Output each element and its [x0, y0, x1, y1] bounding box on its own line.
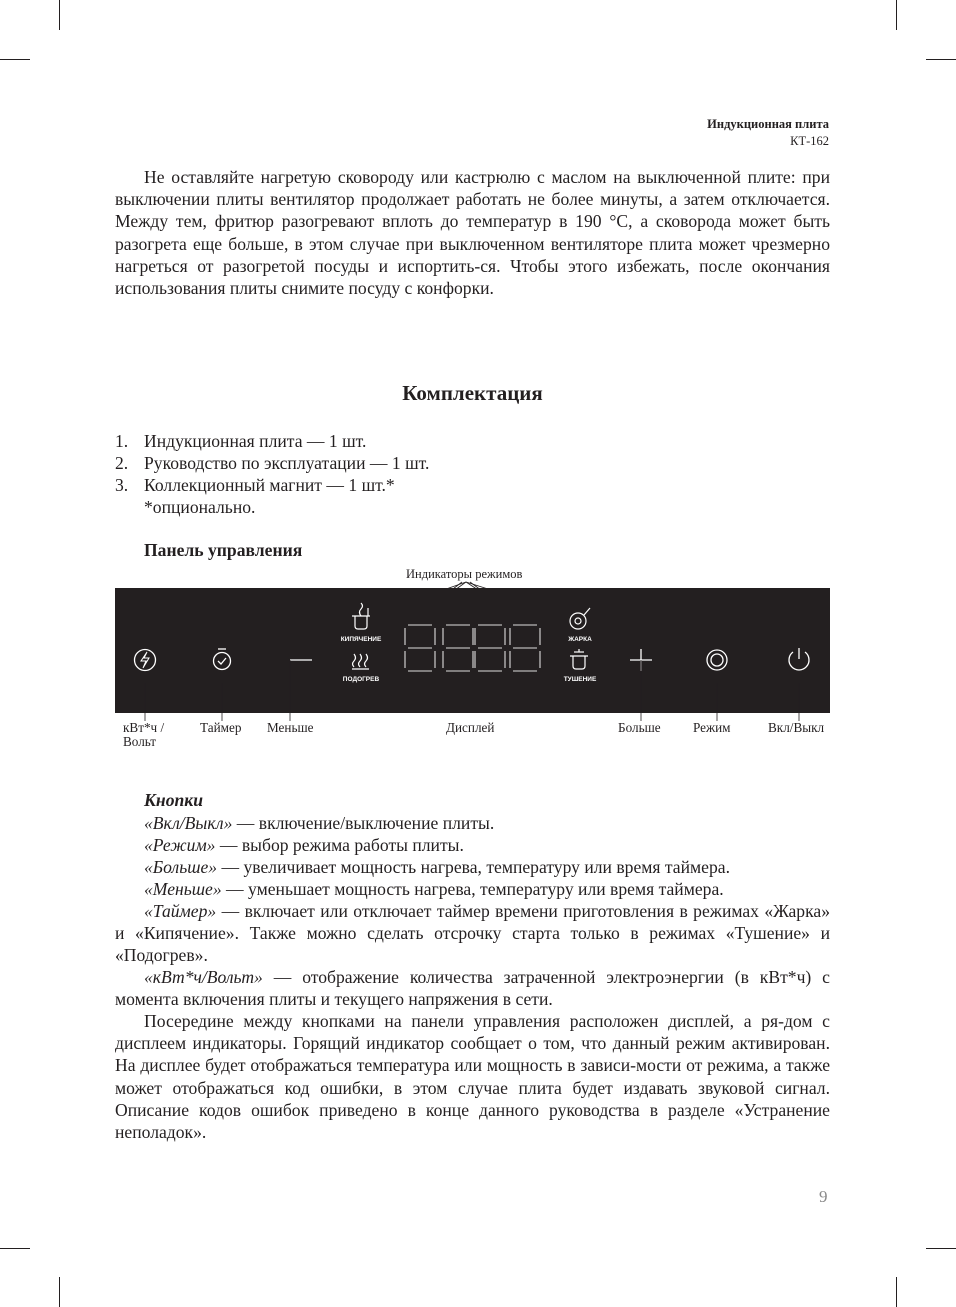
label-more: Больше [618, 720, 661, 735]
crop-mark [896, 1277, 897, 1307]
mode-button-icon [707, 650, 727, 670]
crop-mark [926, 59, 956, 60]
kwh-volt-button-icon [135, 650, 156, 671]
mode-label-boil: КИПЯЧЕНИЕ [340, 636, 382, 643]
running-header [707, 116, 829, 150]
label-mode: Режим [693, 720, 731, 735]
mode-label-stew: ТУШЕНИЕ [563, 676, 597, 683]
seven-segment-display [405, 625, 540, 671]
header-model: КТ-162 [790, 134, 829, 148]
panel-title: Панель управления [144, 540, 303, 560]
page-number: 9 [819, 1187, 828, 1206]
mode-label-fry: ЖАРКА [568, 636, 592, 643]
button-desc-power: «Вкл/Выкл» — включение/выключение плиты. [144, 813, 495, 833]
crop-mark [926, 1248, 956, 1249]
timer-button-icon [214, 649, 231, 670]
label-power: Вкл/Выкл [768, 720, 825, 735]
label-timer: Таймер [200, 720, 242, 735]
intro-paragraph: Не оставляйте нагретую сковороду или кастрюлю с маслом на выключенной плите: при выключении плиты вентилятор продолжает работать не более минуты, а затем отключается. Между тем, фритюр разогревают вплоть до температур в 190 °С, а сковорода может быть разогрета еще больше, в этом случае при выключенном вентиляторе плита может чрезмерно нагреться от разогретой посуды и испортить-ся. Чтобы этого избежать, после окончания использования плиты снимите посуду с конфорки. [115, 167, 830, 299]
power-button-icon [789, 648, 809, 670]
stew-indicator-icon [570, 649, 588, 669]
button-desc-mode: «Режим» — выбор режима работы плиты. [144, 835, 464, 855]
mode-label-warm: ПОДОГРЕВ [342, 676, 380, 683]
button-desc-timer: «Таймер» — включает или отключает таймер времени приготовления в режимах «Жарка» и «Кипячение». Также можно сделать отсрочку старта только в режимах «Тушение» и «Подогрев». [115, 901, 830, 966]
crop-mark [0, 59, 30, 60]
header-product: Индукционная плита [707, 117, 829, 131]
button-desc-less: «Меньше» — уменьшает мощность нагрева, температуру или время таймера. [144, 879, 724, 899]
display-paragraph: Посередине между кнопками на панели управления расположен дисплей, а ря-дом с дисплеем индикаторы. Горящий индикатор сообщает о том, что данный режим активирован. На дисплее будет отображаться температура или мощность в зависи-мости от режима, а также может отображаться код ошибки, в этом случае плита будет издавать звуковой сигнал. Описание кодов ошибок приведено в конце данного руководства в разделе «Устранение неполадок». [115, 1011, 830, 1143]
package-list [115, 430, 429, 497]
crop-mark [59, 0, 60, 30]
list-item: 1. Индукционная плита — 1 шт. [115, 431, 367, 451]
list-item: 2. Руководство по эксплуатации — 1 шт. [115, 453, 430, 474]
label-display: Дисплей [446, 720, 495, 735]
section-title: Комплектация [402, 381, 543, 405]
crop-mark [0, 1248, 30, 1249]
crop-mark [896, 0, 897, 30]
crop-mark [59, 1277, 60, 1307]
label-kwh-volt: кВт*ч / Вольт [123, 720, 165, 749]
mode-indicators-caption: Индикаторы режимов [406, 567, 523, 581]
label-less: Меньше [267, 720, 314, 735]
control-panel-drawing [115, 588, 830, 713]
button-desc-more: «Больше» — увеличивает мощность нагрева, температуру или время таймера. [144, 857, 730, 877]
warm-indicator-icon [352, 654, 369, 669]
control-panel-diagram [115, 588, 830, 713]
fry-indicator-icon [570, 608, 590, 629]
buttons-title: Кнопки [144, 790, 203, 810]
package-note: *опционально. [144, 497, 256, 517]
boil-indicator-icon [352, 603, 370, 629]
list-item: 3. Коллекционный магнит — 1 шт.* [115, 475, 395, 496]
button-desc-kwh: «кВт*ч/Вольт» — отображение количества затраченной электроэнергии (в кВт*ч) с момента включения плиты и текущего напряжения в сети. [115, 967, 830, 1010]
more-button-icon [630, 649, 652, 671]
